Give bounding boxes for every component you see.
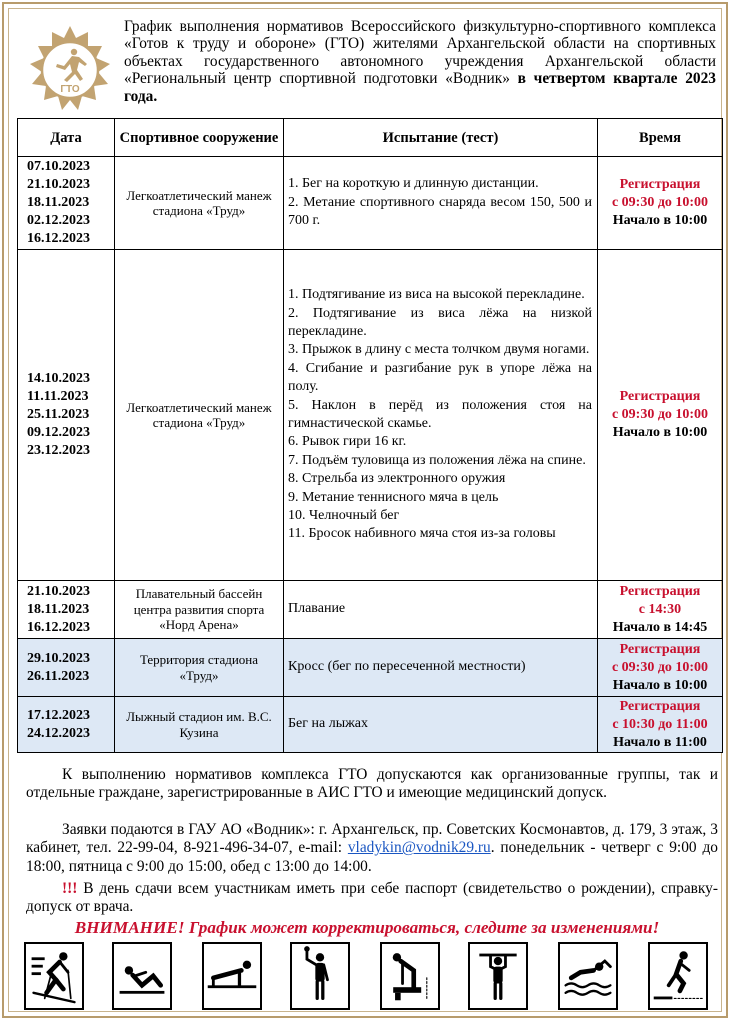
email-link[interactable]: vladykin@vodnik29.ru xyxy=(347,839,491,857)
registration-label: Регистрация xyxy=(619,641,701,657)
date-value: 16.12.2023 xyxy=(27,231,90,246)
table-row xyxy=(18,697,723,753)
date-value: 26.11.2023 xyxy=(27,668,90,684)
test-cell xyxy=(284,250,598,581)
svg-text:ГТО: ГТО xyxy=(60,84,80,95)
date-cell xyxy=(18,250,115,581)
date-value: 24.12.2023 xyxy=(27,725,90,741)
admission-paragraph xyxy=(26,766,718,803)
test-item: 10. Челночный бег xyxy=(288,508,400,524)
facility-cell: Легкоатлетический манеж стадиона «Труд» xyxy=(115,157,284,250)
test-cell xyxy=(284,581,598,639)
start-time: Начало в 10:00 xyxy=(612,213,708,228)
registration-label: Регистрация xyxy=(619,389,701,404)
date-value: 21.10.2023 xyxy=(27,583,90,599)
test-item: 5. Наклон в перёд из положения стоя на гимнастической скамье. xyxy=(288,397,592,431)
date-value: 02.12.2023 xyxy=(27,213,90,228)
test-item: 11. Бросок набивного мяча стоя из-за головы xyxy=(288,526,556,542)
test-item: 6. Рывок гири 16 кг. xyxy=(288,434,407,450)
test-item: 7. Подъём туловища из положения лёжа на спине. xyxy=(288,452,586,468)
registration-label: Регистрация xyxy=(619,583,701,599)
long-jump-icon xyxy=(648,942,708,1010)
date-value: 11.11.2023 xyxy=(27,389,89,404)
registration-label: Регистрация xyxy=(619,177,701,192)
test-item: 9. Метание теннисного мяча в цель xyxy=(288,489,499,505)
pullup-icon xyxy=(468,942,528,1010)
sports-icons-row xyxy=(24,942,712,1014)
gto-logo xyxy=(24,24,116,116)
start-time: Начало в 11:00 xyxy=(613,734,707,750)
title-period: в четвертом квартале 2023 года. xyxy=(124,70,716,105)
application-text: Заявки подаются в ГАУ АО «Водник»: г. Архангельск, пр. Советских Космонавтов, д. 179, 3 этаж, 3 кабинет, тел. 22-99-04, 8-921-496-34-07, e-mail: xyxy=(26,821,718,857)
registration-time: с 09:30 до 10:00 xyxy=(611,659,709,675)
header-date: Дата xyxy=(18,119,115,157)
test-item: Плавание xyxy=(288,601,346,617)
test-cell xyxy=(284,157,598,250)
registration-time: с 14:30 xyxy=(638,601,682,617)
title-text: График выполнения нормативов Всероссийского физкультурно-спортивного комплекса «Готов к труду и обороне» (ГТО) жителями Архангельской области на спортивных объектах государственного автономного учреждения Архангельской области «Региональный центр спортивной подготовки «Водник» xyxy=(124,18,716,88)
application-paragraph xyxy=(26,821,718,876)
test-item: 2. Метание спортивного снаряда весом 150, 500 и 700 г. xyxy=(288,194,592,229)
skier-icon xyxy=(24,942,84,1010)
facility-cell: Легкоатлетический манеж стадиона «Труд» xyxy=(115,250,284,581)
swimmer-icon xyxy=(558,942,618,1010)
header-test: Испытание (тест) xyxy=(284,119,598,157)
test-item: 2. Подтягивание из виса лёжа на низкой перекладине. xyxy=(288,305,592,339)
registration-label: Регистрация xyxy=(619,698,701,714)
time-cell xyxy=(598,157,723,250)
documents-paragraph xyxy=(26,880,718,917)
date-value: 14.10.2023 xyxy=(27,371,90,386)
test-cell xyxy=(284,697,598,753)
date-cell xyxy=(18,639,115,697)
kettlebell-icon xyxy=(290,942,350,1010)
test-item: 3. Прыжок в длину с места толчком двумя ногами. xyxy=(288,342,590,358)
date-value: 18.11.2023 xyxy=(27,601,90,617)
registration-time: с 09:30 до 10:00 xyxy=(611,407,709,422)
registration-time: с 09:30 до 10:00 xyxy=(611,195,709,210)
date-cell xyxy=(18,581,115,639)
document-title xyxy=(124,18,716,105)
schedule-table xyxy=(17,118,723,753)
table-row xyxy=(18,157,723,250)
table-header-row xyxy=(18,119,723,157)
facility-cell: Лыжный стадион им. В.С. Кузина xyxy=(115,697,284,753)
date-value: 16.12.2023 xyxy=(27,619,90,635)
date-value: 25.11.2023 xyxy=(27,407,90,422)
date-value: 21.10.2023 xyxy=(27,177,90,192)
date-value: 18.11.2023 xyxy=(27,195,90,210)
test-item: 8. Стрельба из электронного оружия xyxy=(288,471,506,487)
test-item: Бег на лыжах xyxy=(288,716,368,732)
header-facility: Спортивное сооружение xyxy=(115,119,284,157)
test-item: 1. Бег на короткую и длинную дистанции. xyxy=(288,176,539,192)
table-row xyxy=(18,581,723,639)
date-value: 07.10.2023 xyxy=(27,159,90,174)
start-time: Начало в 10:00 xyxy=(612,425,708,440)
situps-icon xyxy=(112,942,172,1010)
test-item: 4. Сгибание и разгибание рук в упоре лёжа на полу. xyxy=(288,360,592,395)
documents-text: В день сдачи всем участникам иметь при себе паспорт (свидетельство о рождении), справку-допуск от врача. xyxy=(26,880,718,916)
pushups-icon xyxy=(202,942,262,1010)
time-cell xyxy=(598,697,723,753)
admission-text: К выполнению нормативов комплекса ГТО допускаются как организованные группы, так и отдельные граждане, зарегистрированные в АИС ГТО и имеющие медицинский допуск. xyxy=(26,766,718,802)
time-cell xyxy=(598,581,723,639)
start-time: Начало в 10:00 xyxy=(612,677,708,693)
start-time: Начало в 14:45 xyxy=(612,619,708,635)
date-cell xyxy=(18,697,115,753)
time-cell xyxy=(598,250,723,581)
bench-flexibility-icon xyxy=(380,942,440,1010)
test-item: Кросс (бег по пересеченной местности) xyxy=(288,659,526,675)
exclamation-mark: !!! xyxy=(62,880,78,897)
date-cell xyxy=(18,157,115,250)
date-value: 29.10.2023 xyxy=(27,650,90,666)
date-value: 17.12.2023 xyxy=(27,707,90,723)
date-value: 09.12.2023 xyxy=(27,425,90,440)
date-value: 23.12.2023 xyxy=(27,443,90,458)
office-hours-text: . понедельник - четверг с 9:00 до 18:00, пятница с 9:00 до 15:00, обед с 13:00 до 14:00. xyxy=(26,839,718,875)
table-row xyxy=(18,250,723,581)
registration-time: с 10:30 до 11:00 xyxy=(612,716,708,732)
table-row xyxy=(18,639,723,697)
test-cell xyxy=(284,639,598,697)
time-cell xyxy=(598,639,723,697)
facility-cell: Плавательный бассейн центра развития спорта «Норд Арена» xyxy=(115,581,284,639)
warning-banner: ВНИМАНИЕ! График может корректироваться, следите за изменениями! xyxy=(74,918,660,937)
facility-cell: Территория стадиона «Труд» xyxy=(115,639,284,697)
header-time: Время xyxy=(598,119,723,157)
test-item: 1. Подтягивание из виса на высокой перекладине. xyxy=(288,287,585,303)
